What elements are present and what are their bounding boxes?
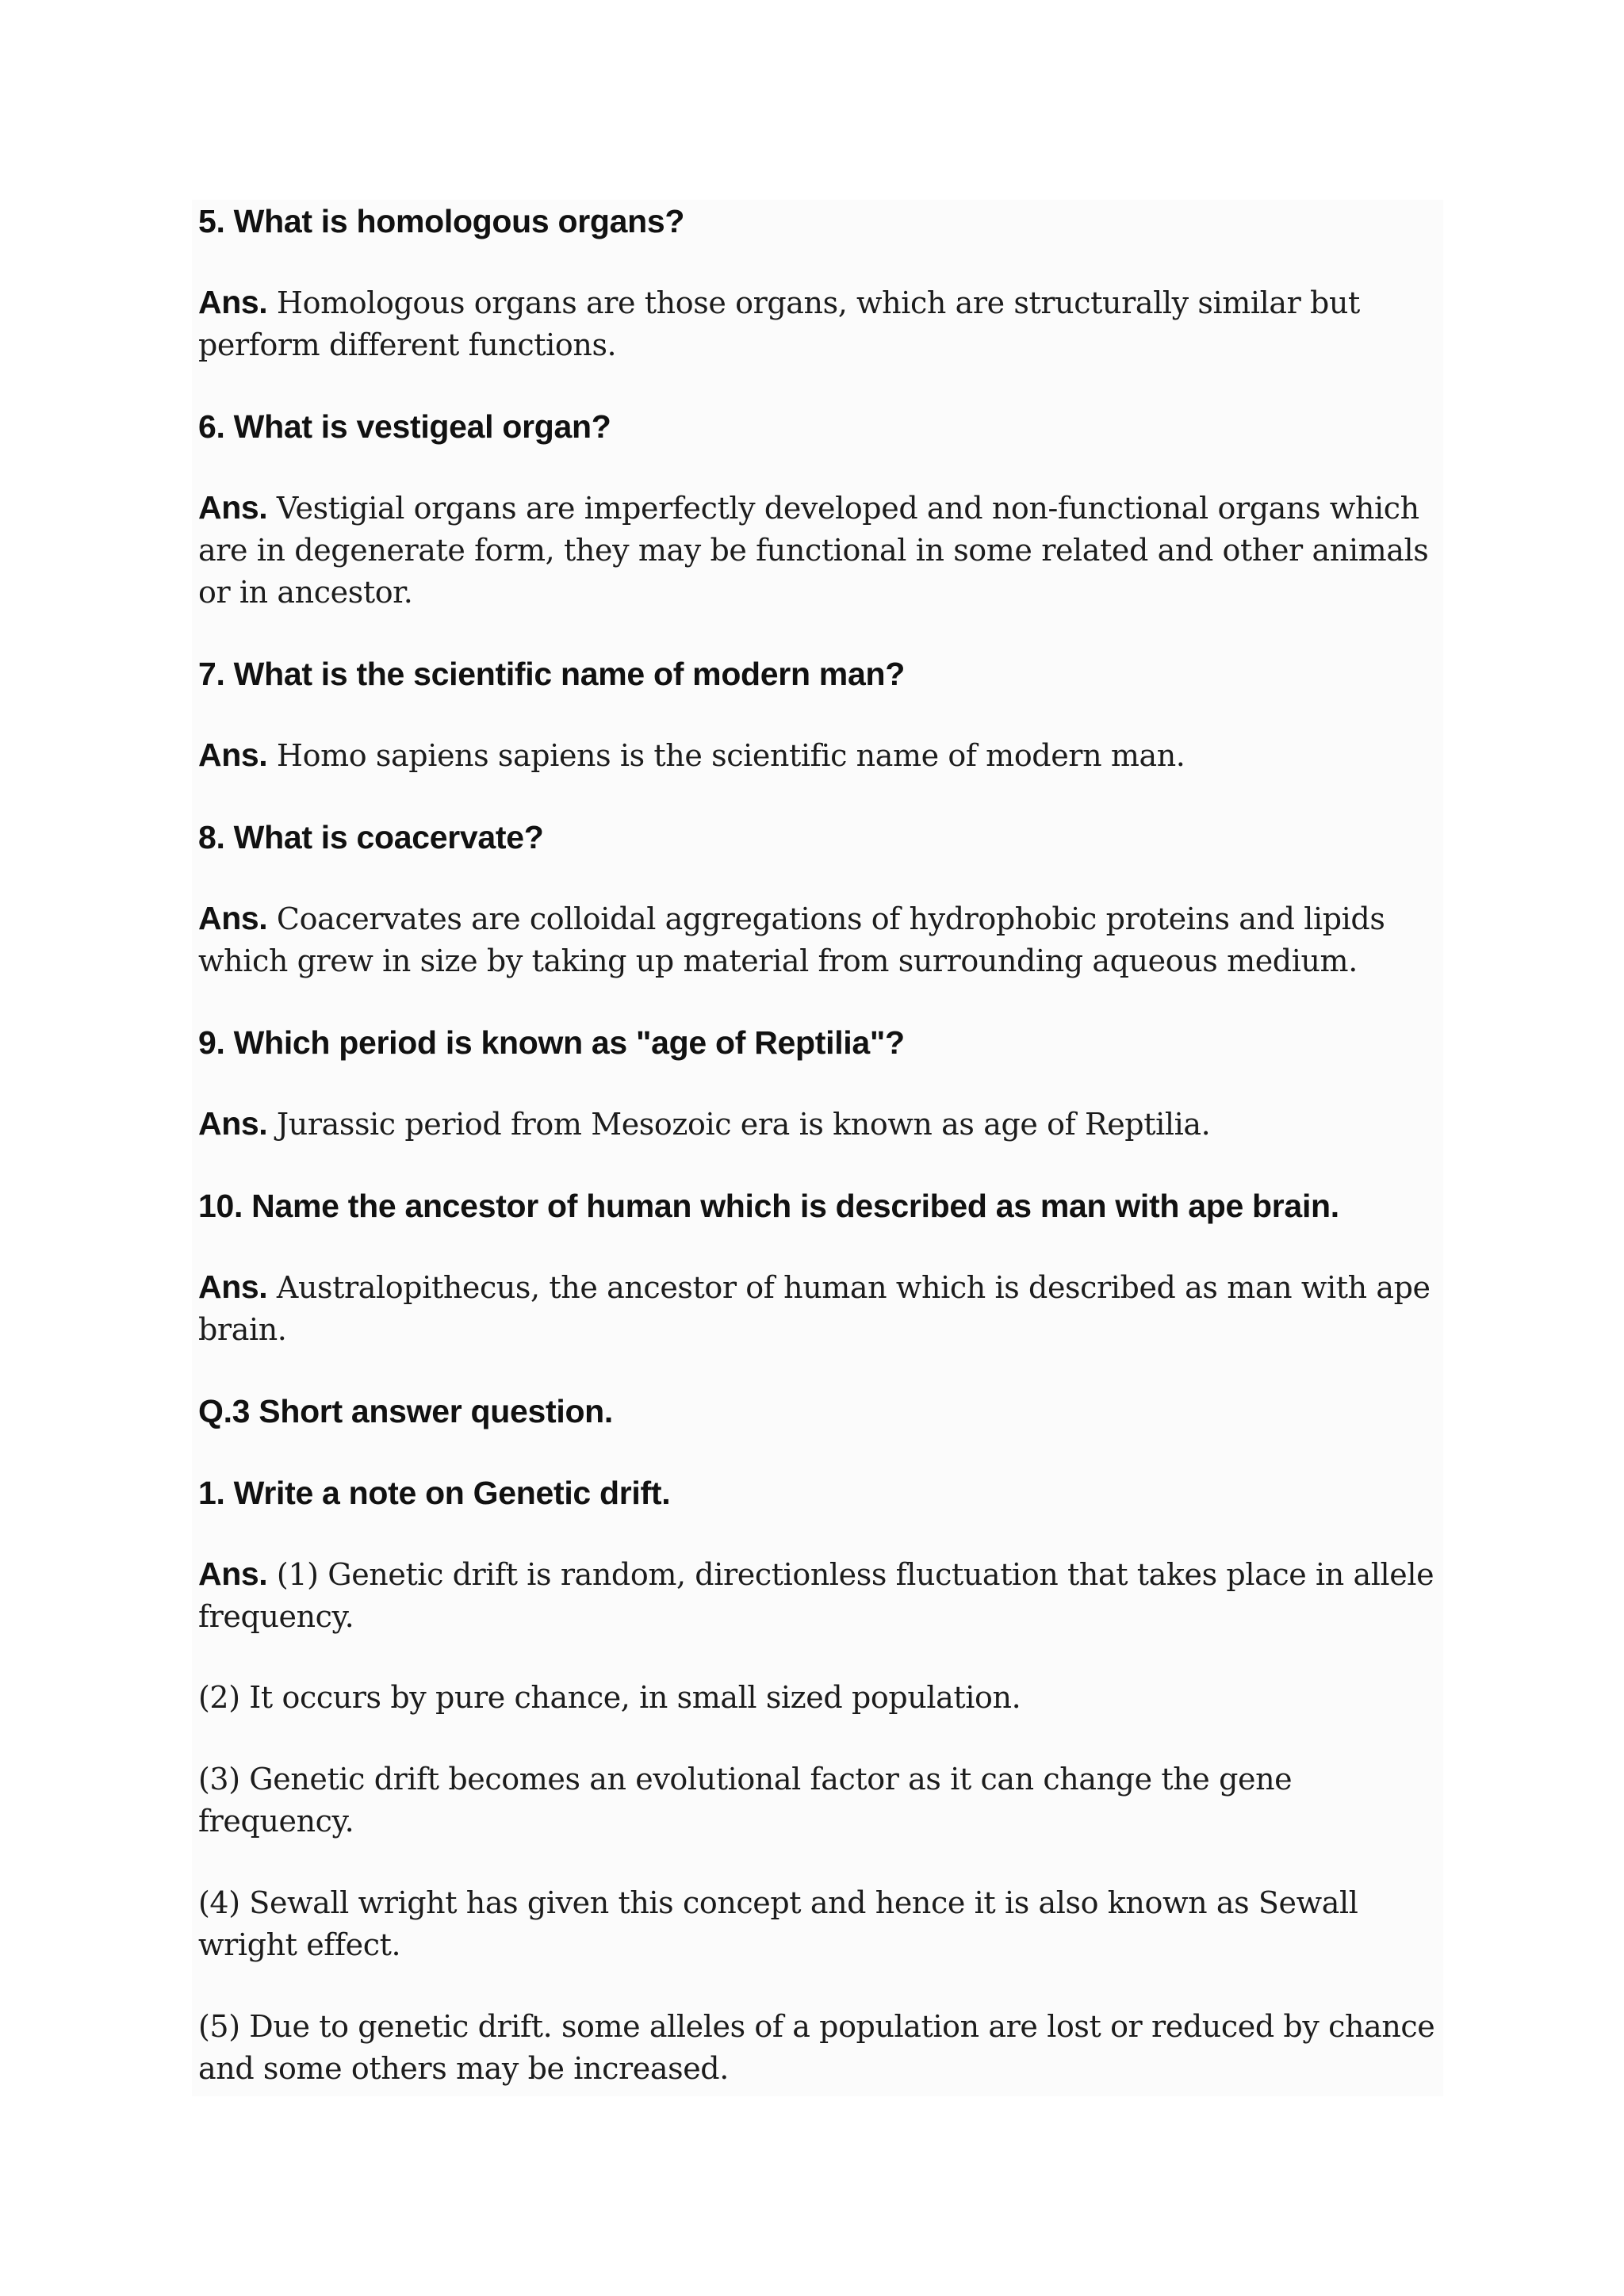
answer-9 [198,1103,1443,1146]
answer-text: Vestigial organs are imperfectly developed and non-functional organs which are in degenerate form, they may be functional in some related and other animals or in ancestor. [198,491,1429,610]
answer-label: Ans. [198,489,268,526]
answer-1-point-5: (5) Due to genetic drift. some alleles of a population are lost or reduced by chance and some others may be increased. [198,2009,1435,2086]
answer-1-point-4: (4) Sewall wright has given this concept and hence it is also known as Sewall wright effect. [198,1885,1358,1962]
answer-label: Ans. [198,1556,268,1592]
answer-label: Ans. [198,737,268,773]
question-5: 5. What is homologous organs? [198,203,685,239]
answer-text: Jurassic period from Mesozoic era is known as age of Reptilia. [267,1107,1211,1142]
answer-8 [198,897,1443,982]
question-9: 9. Which period is known as "age of Reptilia"? [198,1024,905,1061]
answer-label: Ans. [198,1269,268,1305]
answer-10 [198,1266,1443,1351]
question-1: 1. Write a note on Genetic drift. [198,1475,671,1511]
document-page [192,200,1443,2096]
answer-text: Homo sapiens sapiens is the scientific name of modern man. [267,738,1185,773]
answer-text: (1) Genetic drift is random, directionless fluctuation that takes place in allele frequency. [198,1557,1434,1634]
answer-1-point-2: (2) It occurs by pure chance, in small sized population. [198,1680,1021,1715]
answer-label: Ans. [198,1105,268,1142]
section-heading-q3: Q.3 Short answer question. [198,1393,614,1429]
question-10: 10. Name the ancestor of human which is described as man with ape brain. [198,1188,1339,1224]
answer-1-point-3: (3) Genetic drift becomes an evolutional factor as it can change the gene frequency. [198,1762,1293,1839]
answer-7 [198,734,1443,777]
answer-5 [198,281,1443,366]
question-8: 8. What is coacervate? [198,819,544,855]
question-7: 7. What is the scientific name of modern man? [198,656,905,692]
answer-text: Homologous organs are those organs, which are structurally similar but perform different functions. [198,285,1360,362]
answer-label: Ans. [198,900,268,936]
answer-text: Australopithecus, the ancestor of human which is described as man with ape brain. [198,1270,1431,1347]
answer-text: Coacervates are colloidal aggregations of hydrophobic proteins and lipids which grew in size by taking up material from surrounding aqueous medium. [198,901,1385,978]
answer-label: Ans. [198,284,268,320]
answer-6 [198,487,1443,614]
answer-1-point-1 [198,1553,1443,1638]
question-6: 6. What is vestigeal organ? [198,408,611,445]
